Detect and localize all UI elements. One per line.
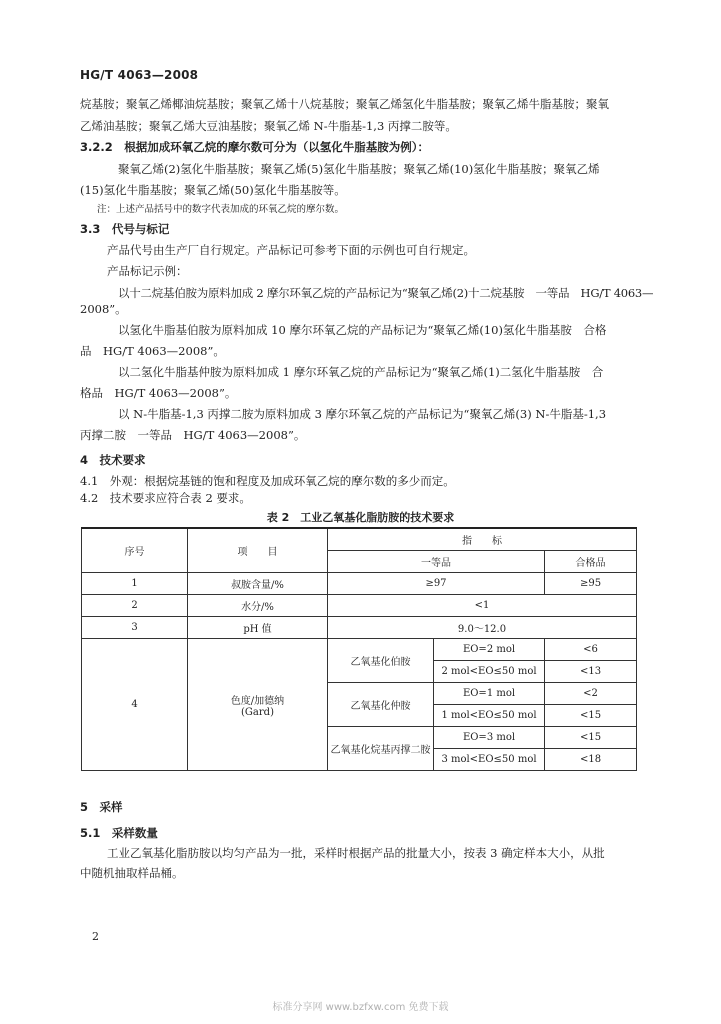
table-title: 表 2 工业乙氧基化脂肪胺的技术要求 bbox=[266, 511, 455, 524]
cell-limit: <18 bbox=[545, 749, 637, 771]
section-4-heading: 4 技术要求 bbox=[80, 453, 146, 467]
text-line: 2008”。 bbox=[80, 302, 127, 316]
watermark: 标准分享网 www.bzfxw.com 免费下载 bbox=[272, 1002, 449, 1013]
text-line: 以二氢化牛脂基仲胺为原料加成 1 摩尔环氧乙烷的产品标记为“聚氧乙烯(1)二氢化牛脂基胺 合 bbox=[118, 365, 604, 379]
text-line: 丙撑二胺 一等品 HG/T 4063—2008”。 bbox=[80, 428, 306, 442]
cell-qualified: ≥95 bbox=[545, 573, 637, 595]
text-line: 中随机抽取样品桶。 bbox=[80, 866, 184, 880]
cell-limit: <15 bbox=[545, 705, 637, 727]
cell-item: pH 值 bbox=[188, 617, 328, 639]
cell-condition: EO=2 mol bbox=[434, 639, 545, 661]
section-5-1-heading: 5.1 采样数量 bbox=[80, 826, 158, 840]
text-line: 品 HG/T 4063—2008”。 bbox=[80, 344, 225, 358]
header-index: 指 标 bbox=[328, 528, 637, 551]
color-item-unit: (Gard) bbox=[241, 706, 274, 718]
header-item: 项 目 bbox=[188, 528, 328, 573]
table-row bbox=[82, 639, 637, 661]
cell-condition: EO=1 mol bbox=[434, 683, 545, 705]
section-5-heading: 5 采样 bbox=[80, 800, 123, 814]
cell-limit: <2 bbox=[545, 683, 637, 705]
cell-first: ≥97 bbox=[328, 573, 545, 595]
spec-table bbox=[81, 527, 637, 771]
cell-seq: 2 bbox=[82, 595, 188, 617]
clause-4-1: 4.1 外观：根据烷基链的饱和程度及加成环氧乙烷的摩尔数的多少而定。 bbox=[80, 474, 455, 488]
cell-item: 叔胺含量/% bbox=[188, 573, 328, 595]
section-3-3-heading: 3.3 代号与标记 bbox=[80, 222, 170, 236]
cell-item-color bbox=[188, 639, 328, 771]
text-line: 以十二烷基伯胺为原料加成 2 摩尔环氧乙烷的产品标记为“聚氧乙烯(2)十二烷基胺 一等品 HG/T 4063— bbox=[118, 286, 654, 300]
note-line: 注：上述产品括号中的数字代表加成的环氧乙烷的摩尔数。 bbox=[97, 204, 345, 215]
text-line: 烷基胺；聚氧乙烯椰油烷基胺；聚氧乙烯十八烷基胺；聚氧乙烯氢化牛脂基胺；聚氧乙烯牛脂基胺；聚氧 bbox=[80, 97, 609, 111]
table-row bbox=[82, 595, 637, 617]
cell-condition: 3 mol<EO≤50 mol bbox=[434, 749, 545, 771]
cell-value: 9.0～12.0 bbox=[328, 617, 637, 639]
cell-item: 水分/% bbox=[188, 595, 328, 617]
cell-seq: 3 bbox=[82, 617, 188, 639]
text-line: 产品标记示例： bbox=[107, 264, 188, 278]
table-header-row bbox=[82, 528, 637, 551]
document-code: HG/T 4063—2008 bbox=[80, 68, 199, 82]
clause-3-2-2: 3.2.2 根据加成环氧乙烷的摩尔数可分为（以氢化牛脂基胺为例）： bbox=[80, 140, 429, 154]
color-item-label: 色度/加德纳 bbox=[230, 695, 285, 707]
header-qualified-grade: 合格品 bbox=[545, 551, 637, 573]
cell-group-name: 乙氧基化仲胺 bbox=[328, 683, 434, 727]
cell-seq: 1 bbox=[82, 573, 188, 595]
text-line: 以氢化牛脂基伯胺为原料加成 10 摩尔环氧乙烷的产品标记为“聚氧乙烯(10)氢化牛脂基胺 合格 bbox=[118, 323, 607, 337]
cell-group-name: 乙氧基化伯胺 bbox=[328, 639, 434, 683]
cell-seq: 4 bbox=[82, 639, 188, 771]
cell-limit: <15 bbox=[545, 727, 637, 749]
header-seq: 序号 bbox=[82, 528, 188, 573]
header-first-grade: 一等品 bbox=[328, 551, 545, 573]
cell-limit: <13 bbox=[545, 661, 637, 683]
cell-group-name: 乙氧基化烷基丙撑二胺 bbox=[328, 727, 434, 771]
cell-condition: 1 mol<EO≤50 mol bbox=[434, 705, 545, 727]
clause-4-2: 4.2 技术要求应符合表 2 要求。 bbox=[80, 491, 251, 505]
cell-value: <1 bbox=[328, 595, 637, 617]
page-number: 2 bbox=[92, 930, 99, 943]
text-line: 工业乙氧基化脂肪胺以均匀产品为一批，采样时根据产品的批量大小，按表 3 确定样本大小，从批 bbox=[107, 846, 605, 860]
text-line: 聚氧乙烯(2)氢化牛脂基胺；聚氧乙烯(5)氢化牛脂基胺；聚氧乙烯(10)氢化牛脂基胺；聚氧乙烯 bbox=[118, 162, 600, 176]
table-row bbox=[82, 617, 637, 639]
cell-condition: EO=3 mol bbox=[434, 727, 545, 749]
text-line: 产品代号由生产厂自行规定。产品标记可参考下面的示例也可自行规定。 bbox=[107, 243, 475, 257]
text-line: 乙烯油基胺；聚氧乙烯大豆油基胺；聚氧乙烯 N-牛脂基-1,3 丙撑二胺等。 bbox=[80, 119, 457, 133]
table-row bbox=[82, 573, 637, 595]
text-line: (15)氢化牛脂基胺；聚氧乙烯(50)氢化牛脂基胺等。 bbox=[80, 183, 346, 197]
cell-limit: <6 bbox=[545, 639, 637, 661]
text-line: 以 N-牛脂基-1,3 丙撑二胺为原料加成 3 摩尔环氧乙烷的产品标记为“聚氧乙烯(3) N-牛脂基-1,3 bbox=[118, 407, 607, 421]
text-line: 格品 HG/T 4063—2008”。 bbox=[80, 386, 237, 400]
cell-condition: 2 mol<EO≤50 mol bbox=[434, 661, 545, 683]
